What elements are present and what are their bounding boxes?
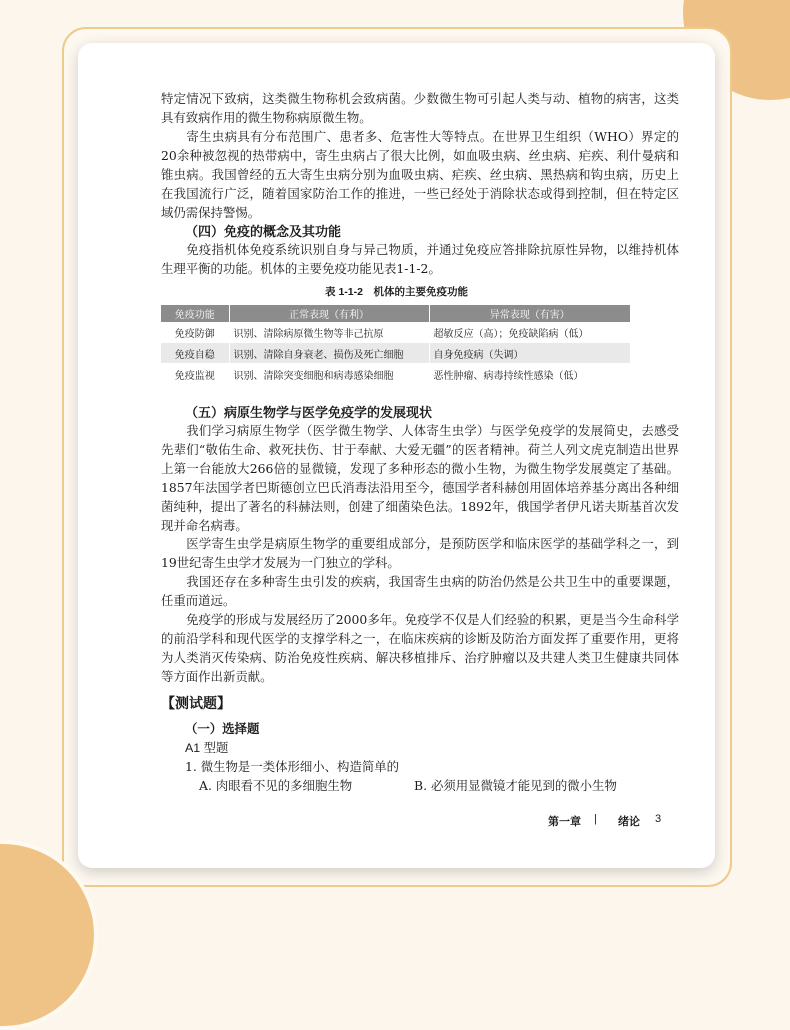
paragraph-5 xyxy=(161,534,679,572)
table-row xyxy=(161,322,630,343)
option-b: B. 必须用显微镜才能见到的微小生物 xyxy=(414,778,617,793)
table-header-cell: 正常表现（有利） xyxy=(229,305,429,322)
paragraph-3 xyxy=(161,240,679,278)
paragraph-2 xyxy=(161,127,679,222)
table-cell: 免疫自稳 xyxy=(161,343,229,364)
table-cell: 免疫监视 xyxy=(161,364,229,385)
paragraph-7 xyxy=(161,610,679,686)
paragraph-5-text: 医学寄生虫学是病原生物学的重要组成部分，是预防医学和临床医学的基础学科之一，到19世纪寄生虫学才发展为一门独立的学科。 xyxy=(161,536,679,570)
paragraph-6 xyxy=(161,572,679,610)
question-1: 1. 微生物是一类体形细小、构造简单的 xyxy=(185,759,400,774)
section-heading-5: （五）病原生物学与医学免疫学的发展现状 xyxy=(185,406,433,421)
table-header-row xyxy=(161,305,630,322)
table-header-cell: 异常表现（有害） xyxy=(429,305,630,322)
paragraph-2-text: 寄生虫病具有分布范围广、患者多、危害性大等特点。在世界卫生组织（WHO）界定的20余种被忽视的热带病中，寄生虫病占了很大比例，如血吸虫病、丝虫病、疟疾、利什曼病和锥虫病。我国曾经的五大寄生虫病分别为血吸虫病、疟疾、丝虫病、黑热病和钩虫病，历史上在我国流行广泛，随着国家防治工作的推进，一些已经处于消除状态或得到控制，但在特定区域仍需保持警惕。 xyxy=(161,129,679,220)
option-a: A. 肉眼看不见的多细胞生物 xyxy=(199,778,353,793)
table-cell: 免疫防御 xyxy=(161,322,229,343)
book-page xyxy=(78,43,715,868)
paragraph-4 xyxy=(161,421,679,535)
choice-section-heading: （一）选择题 xyxy=(185,721,260,736)
table-cell: 识别、清除突变细胞和病毒感染细胞 xyxy=(229,364,429,385)
section-heading-4: （四）免疫的概念及其功能 xyxy=(185,225,342,240)
question-type-label: A1 型题 xyxy=(185,741,229,755)
paragraph-1: 特定情况下致病，这类微生物称机会致病菌。少数微生物可引起人类与动、植物的病害，这类具有致病作用的微生物称病原微生物。 xyxy=(161,91,679,125)
table-header-cell: 免疫功能 xyxy=(161,305,229,322)
table-row xyxy=(161,343,630,364)
footer-chapter: 第一章 xyxy=(548,816,581,828)
table-caption: 表 1-1-2 机体的主要免疫功能 xyxy=(325,286,468,298)
paragraph-6-text: 我国还存在多种寄生虫引发的疾病，我国寄生虫病的防治仍然是公共卫生中的重要课题，任重而道远。 xyxy=(161,574,679,608)
table-cell: 识别、清除病原微生物等非己抗原 xyxy=(229,322,429,343)
paragraph-3-text: 免疫指机体免疫系统识别自身与异己物质，并通过免疫应答排除抗原性异物，以维持机体生理平衡的功能。机体的主要免疫功能见表1-1-2。 xyxy=(161,242,679,276)
immune-function-table xyxy=(161,305,630,385)
table-cell: 自身免疫病（失调） xyxy=(429,343,630,364)
table-cell: 超敏反应（高）；免疫缺陷病（低） xyxy=(429,322,630,343)
footer-separator: | xyxy=(594,813,597,825)
page-number: 3 xyxy=(655,813,662,825)
test-section-title: 【测试题】 xyxy=(161,695,231,711)
table-cell: 识别、清除自身衰老、损伤及死亡细胞 xyxy=(229,343,429,364)
table-row xyxy=(161,364,630,385)
paragraph-4-text: 我们学习病原生物学（医学微生物学、人体寄生虫学）与医学免疫学的发展简史，去感受先辈们“敬佑生命、救死扶伤、甘于奉献、大爱无疆”的医者精神。荷兰人列文虎克制造出世界上第一台能放大266倍的显微镜，发现了多种形态的微小生物，为微生物学发展奠定了基础。1857年法国学者巴斯德创立巴氏消毒法沿用至今，德国学者科赫创用固体培养基分离出各种细菌纯种，提出了著名的科赫法则，创建了细菌染色法。1892年，俄国学者伊凡诺夫斯基首次发现并命名病毒。 xyxy=(161,423,679,533)
table-cell: 恶性肿瘤、病毒持续性感染（低） xyxy=(429,364,630,385)
paragraph-7-text: 免疫学的形成与发展经历了2000多年。免疫学不仅是人们经验的积累，更是当今生命科学的前沿学科和现代医学的支撑学科之一，在临床疾病的诊断及防治方面发挥了重要作用，更将为人类消灭传染病、防治免疫性疾病、解决移植排斥、治疗肿瘤以及共建人类卫生健康共同体等方面作出新贡献。 xyxy=(161,612,679,684)
footer-chapter-title: 绪论 xyxy=(618,816,640,828)
